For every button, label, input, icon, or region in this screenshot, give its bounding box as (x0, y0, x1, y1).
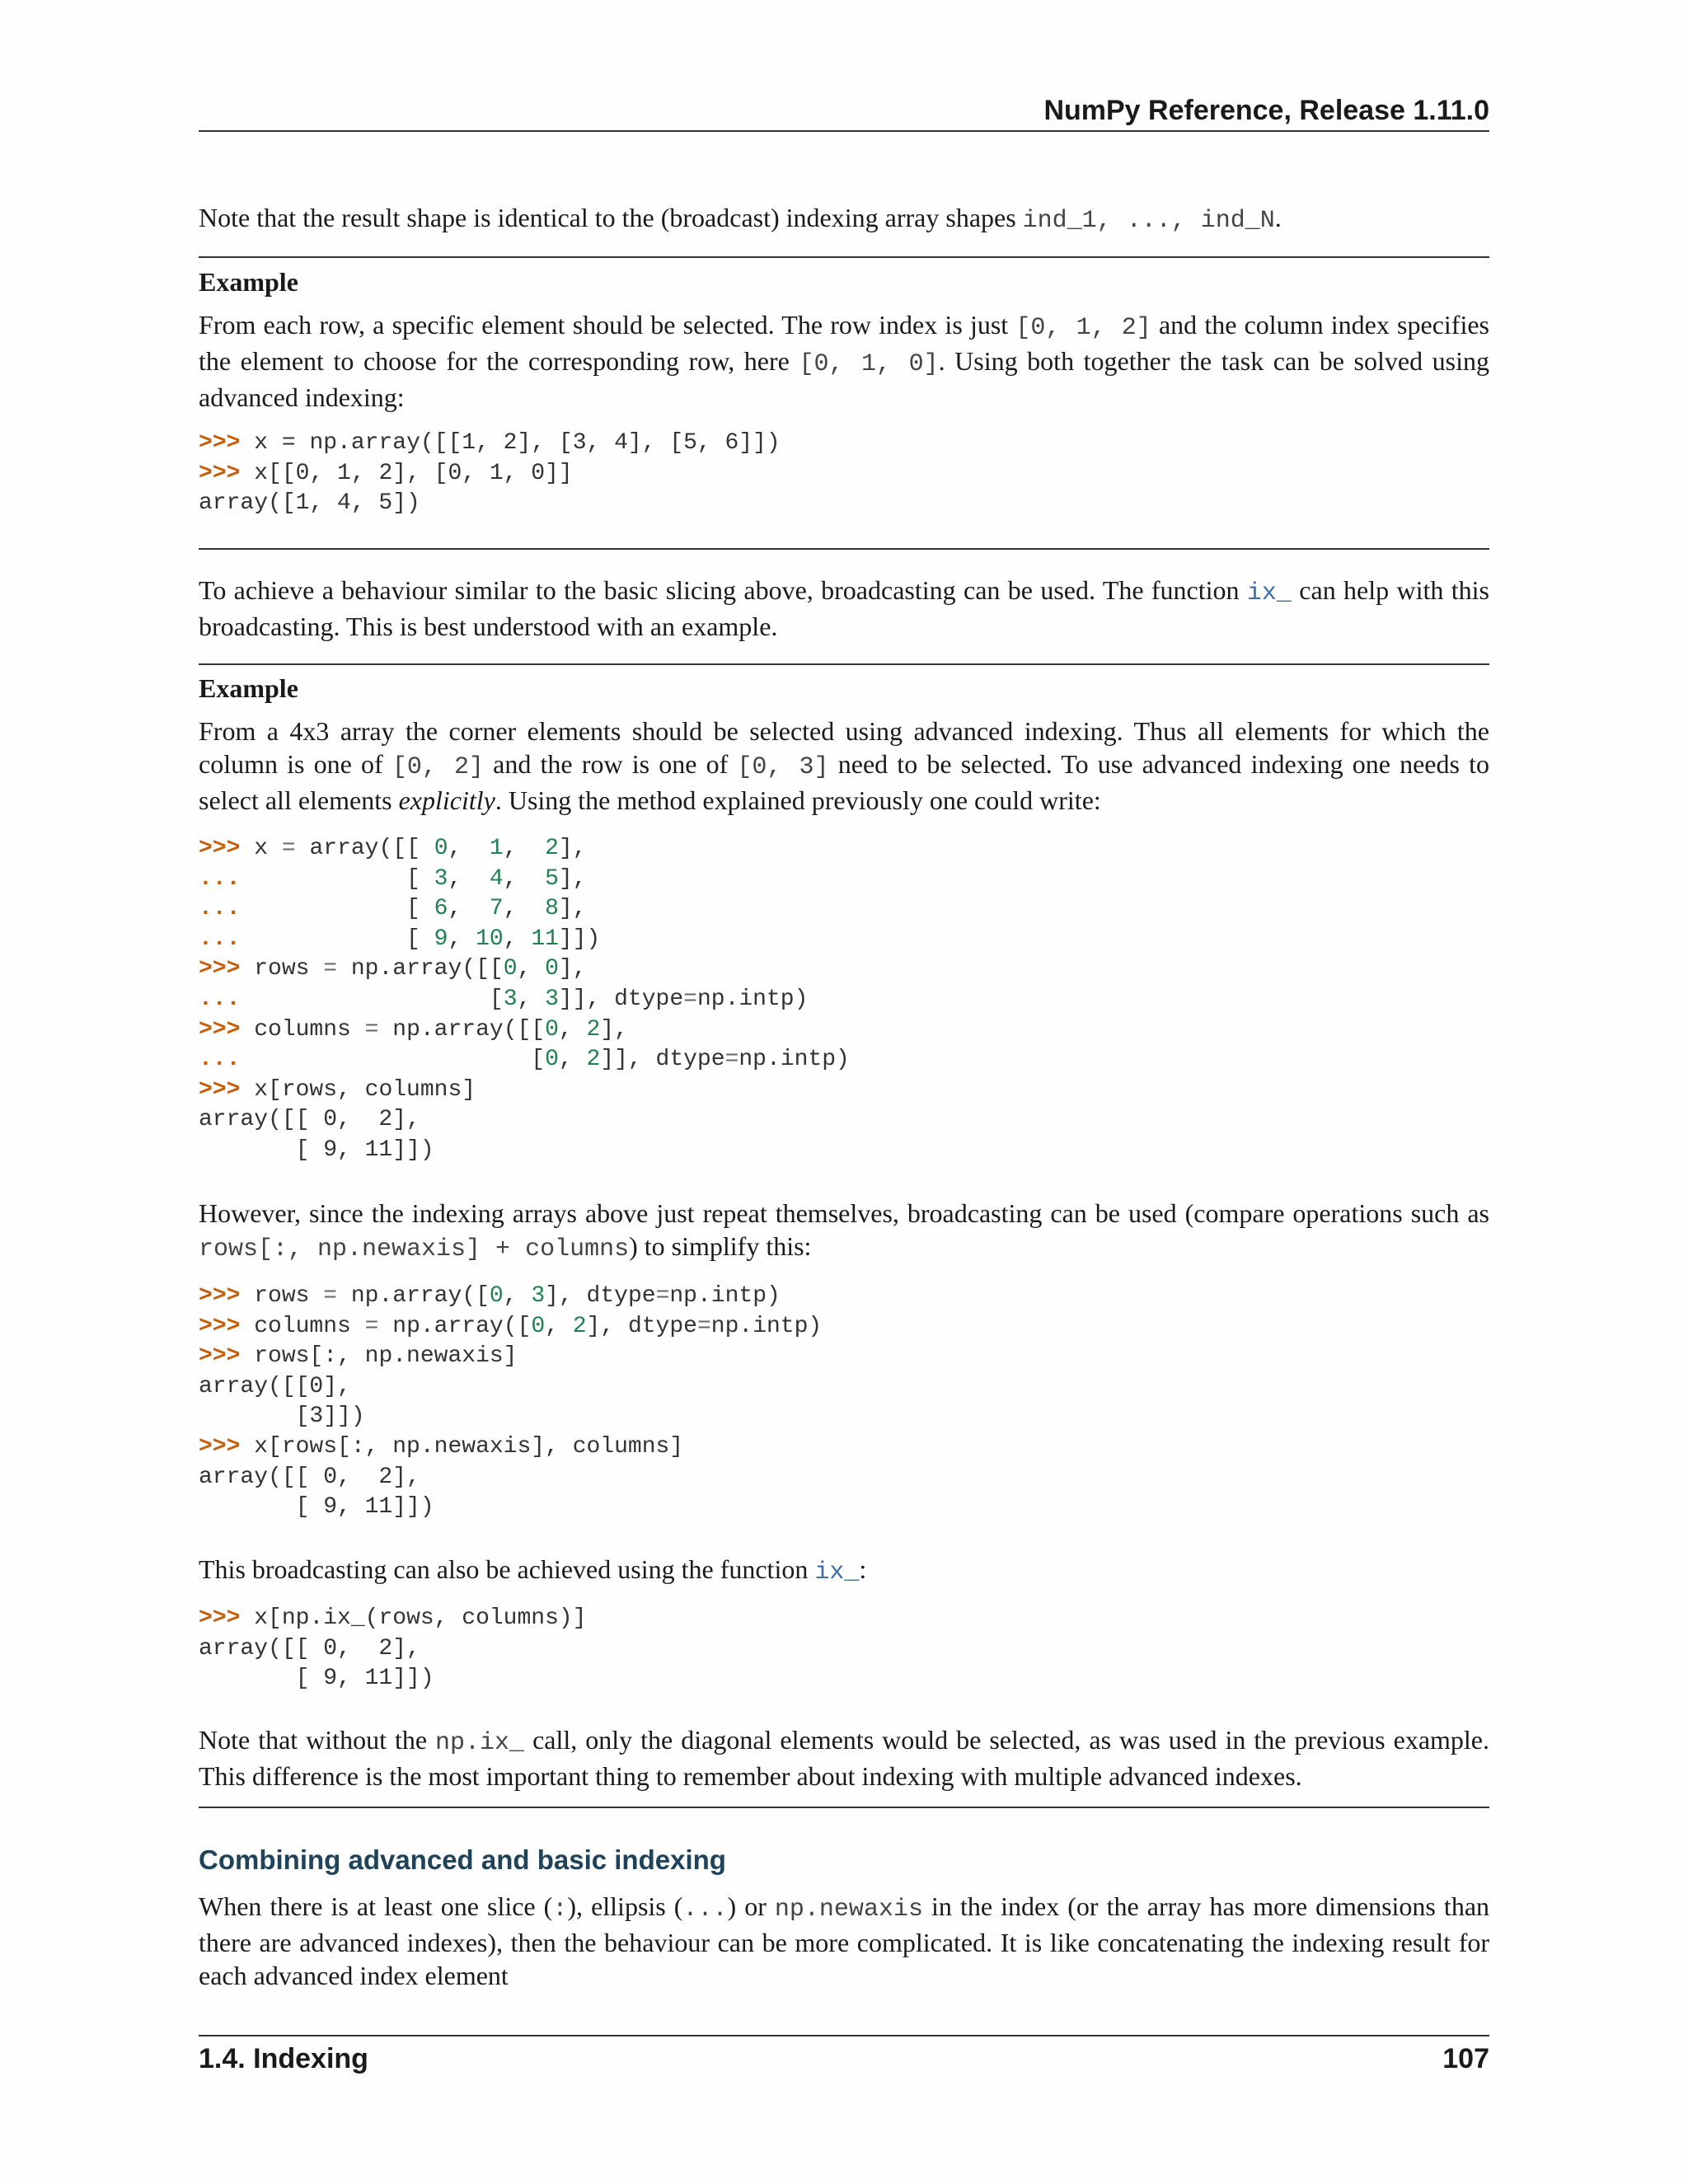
example-bottom-rule (199, 548, 1489, 550)
inline-code: ind_1, ..., ind_N (1022, 207, 1275, 235)
inline-code: np.newaxis (774, 1896, 923, 1924)
ix-link[interactable]: ix_ (1246, 579, 1292, 607)
emphasis: explicitly (398, 785, 495, 815)
ix-paragraph: This broadcasting can also be achieved using the function ix_: (199, 1554, 867, 1586)
code-line: x = np.array([[1, 2], [3, 4], [5, 6]]) (254, 430, 781, 456)
ix-link[interactable]: ix_ (814, 1558, 860, 1586)
example-1-description: From each row, a specific element should be selected. The row index is just [0, 1, 2] and the column index specifies the element to choose for the corresponding row, here [0, 1, 0]. Using both together the task can be solved using advanced indexing: (199, 310, 1490, 412)
inline-code: [0, 1, 0] (799, 350, 939, 378)
example-top-rule (199, 663, 1489, 665)
page-number: 107 (1442, 2043, 1489, 2074)
code-output: array([[ 0, 2], (199, 1107, 420, 1133)
example-top-rule (199, 256, 1489, 258)
footer-rule (199, 2035, 1489, 2036)
code-block-1: >>> x = np.array([[1, 2], [3, 4], [5, 6]]) >>> x[[0, 1, 2], [0, 1, 0]] array([1, 4, 5]) (199, 430, 781, 517)
code-block-2: >>> x = array([[ 0, 1, 2], ... [ 3, 4, 5], ... [ 6, 7, 8], ... [ 9, 10, 11]]) >>> rows = np.array([[0, 0], ... [3, 3]], dtype=np.intp) >>> columns = np.array([[0, 2], ... [0, 2]], dtype=np.intp) >>> x[rows, columns] array([[ 0, 2], [ 9, 11]]) (199, 836, 850, 1163)
inline-code: [0, 3] (737, 753, 829, 781)
code-output: array([[ 0, 2], (199, 1464, 420, 1490)
code-output: array([1, 4, 5]) (199, 490, 420, 517)
inline-code: [0, 2] (392, 753, 485, 781)
inline-code: : (552, 1896, 568, 1924)
code-block-3: >>> rows = np.array([0, 3], dtype=np.intp) >>> columns = np.array([0, 2], dtype=np.intp) >>> rows[:, np.newaxis] array([[0], [3]]) >>> x[rows[:, np.newaxis], columns] array([[ 0, 2], [ 9, 11]]) (199, 1283, 823, 1521)
code-block-4: >>> x[np.ix_(rows, columns)] array([[ 0, 2], [ 9, 11]]) (199, 1605, 587, 1692)
inline-code: ... (682, 1896, 728, 1924)
broadcast-paragraph: To achieve a behaviour similar to the basic slicing above, broadcasting can be used. The function ix_ can help with this broadcasting. This is best understood with an example. (199, 575, 1489, 641)
code-output: [ 9, 11]]) (199, 1137, 434, 1163)
inline-code: [0, 1, 2] (1015, 314, 1151, 342)
code-output: [3]]) (199, 1404, 365, 1430)
page-footer (199, 2037, 1489, 2080)
example-2-description: From a 4x3 array the corner elements should be selected using advanced indexing. Thus all elements for which the column is one of [0, 2] and the row is one of [0, 3] need to be selected. To use advanced indexing one needs to select all elements explicitly. Using the method explained previously one could write: (199, 716, 1490, 815)
code-output: [ 9, 11]]) (199, 1666, 434, 1692)
example-title: Example (199, 673, 298, 703)
diagonal-note: Note that without the np.ix_ call, only the diagonal elements would be selected, as was used in the previous example. This difference is the most important thing to remember about indexing with multiple advanced indexes. (199, 1725, 1490, 1791)
section-paragraph: When there is at least one slice (:), ellipsis (...) or np.newaxis in the index (or the array has more dimensions than there are advanced indexes), then the behaviour can be more complicated. It is like concatenating the indexing result for each advanced index element (199, 1891, 1490, 1990)
broadcast-explanation: However, since the indexing arrays above just repeat themselves, broadcasting can be used (compare operations such as rows[:, np.newaxis] + columns) to simplify this: (199, 1198, 1489, 1263)
footer-section: 1.4. Indexing (199, 2043, 368, 2074)
example-title: Example (199, 267, 298, 297)
section-combining (199, 1842, 1489, 1992)
code-output: [ 9, 11]]) (199, 1494, 434, 1521)
inline-code: np.ix_ (435, 1729, 525, 1757)
example-bottom-rule (199, 1807, 1489, 1808)
code-line: x[[0, 1, 2], [0, 1, 0]] (254, 460, 573, 486)
example-2 (199, 672, 1489, 817)
example-1 (199, 265, 1489, 414)
intro-text: Note that the result shape is identical to the (broadcast) indexing array shapes (199, 203, 1023, 232)
running-header: NumPy Reference, Release 1.11.0 (1043, 95, 1489, 126)
header-rule (199, 130, 1489, 132)
code-output: array([[ 0, 2], (199, 1635, 420, 1661)
inline-code: rows[:, np.newaxis] + columns (199, 1235, 630, 1263)
section-heading: Combining advanced and basic indexing (199, 1844, 726, 1875)
code-output: array([[0], (199, 1373, 351, 1399)
code-line: x[np.ix_(rows, columns)] (254, 1605, 587, 1631)
intro-end: . (1274, 203, 1282, 232)
intro-paragraph (199, 201, 1489, 237)
